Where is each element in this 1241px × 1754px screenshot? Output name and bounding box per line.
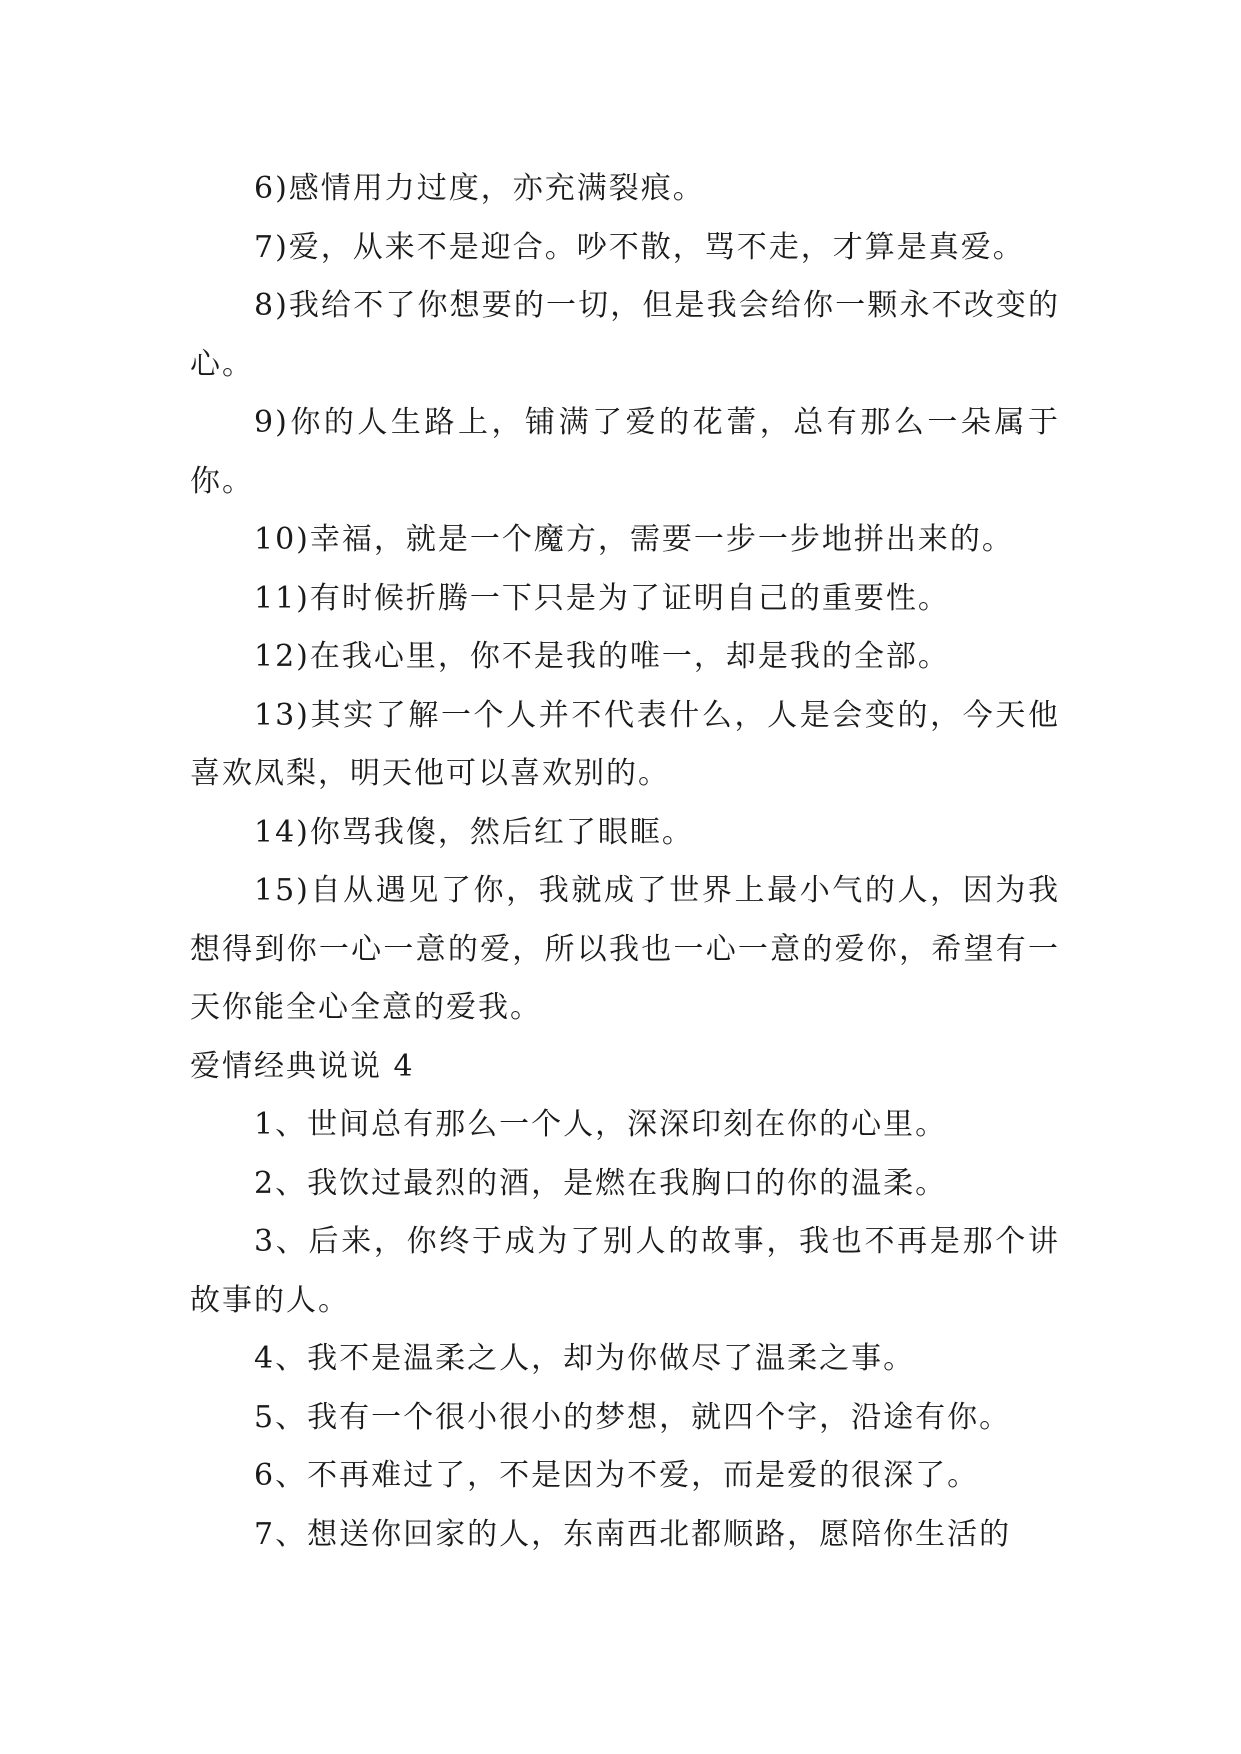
paragraph: 2、我饮过最烈的酒，是燃在我胸口的你的温柔。 (254, 1165, 948, 1201)
paragraph: 11)有时候折腾一下只是为了证明自己的重要性。 (254, 580, 950, 616)
paragraph: 4、我不是温柔之人，却为你做尽了温柔之事。 (254, 1341, 916, 1376)
paragraph: 6、不再难过了，不是因为不爱，而是爱的很深了。 (254, 1458, 980, 1493)
paragraph: 1、世间总有那么一个人，深深印刻在你的心里。 (254, 1107, 948, 1142)
paragraph: 6)感情用力过度，亦充满裂痕。 (254, 171, 705, 206)
paragraph: 12)在我心里，你不是我的唯一，却是我的全部。 (254, 639, 950, 674)
paragraph: 10)幸福，就是一个魔方，需要一步一步地拼出来的。 (254, 522, 1014, 557)
paragraph: 5、我有一个很小很小的梦想，就四个字，沿途有你。 (254, 1399, 1012, 1435)
paragraph: 7)爱，从来不是迎合。吵不散，骂不走，才算是真爱。 (254, 229, 1025, 265)
paragraph: 15)自从遇见了你，我就成了世界上最小气的人，因为我想得到你一心一意的爱，所以我也一心一意的爱你，希望有一天你能全心全意的爱我。 (190, 873, 1060, 1025)
section-heading: 爱情经典说说 4 (190, 1048, 415, 1084)
paragraph: 8)我给不了你想要的一切，但是我会给你一颗永不改变的心。 (190, 288, 1060, 382)
paragraph: 13)其实了解一个人并不代表什么，人是会变的，今天他喜欢凤梨，明天他可以喜欢别的。 (190, 697, 1060, 791)
paragraph: 7、想送你回家的人，东南西北都顺路，愿陪你生活的 (254, 1516, 1012, 1552)
paragraph: 3、后来，你终于成为了别人的故事，我也不再是那个讲故事的人。 (190, 1224, 1060, 1318)
paragraph: 9)你的人生路上，铺满了爱的花蕾，总有那么一朵属于你。 (190, 405, 1060, 499)
paragraph: 14)你骂我傻，然后红了眼眶。 (254, 814, 694, 850)
document-body (190, 160, 1060, 1564)
